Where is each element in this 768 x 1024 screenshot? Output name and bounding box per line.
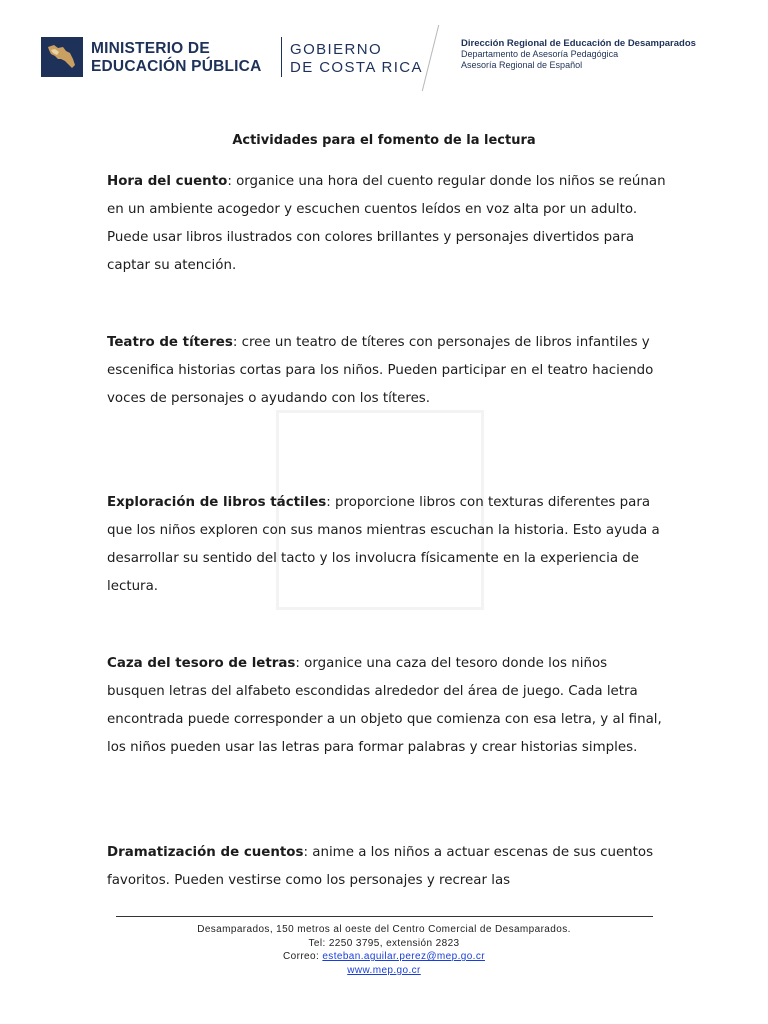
regional-office: [461, 38, 696, 71]
ministry-line-2: EDUCACIÓN PÚBLICA: [91, 58, 262, 75]
section-text: : organice una hora del cuento regular donde los niños se reúnan en un ambiente acogedor y escuchen cuentos leídos en voz alta por un adulto. Puede usar libros ilustrados con colores brillantes y personajes divertidos para captar su atención.: [107, 174, 666, 273]
section-text: : anime a los niños a actuar escenas de sus cuentos favoritos. Pueden vestirse como los personajes y recrear las: [107, 845, 654, 888]
document-title: Actividades para el fomento de la lectura: [232, 133, 536, 148]
government-name: [290, 41, 423, 77]
costa-rica-map-icon: [41, 37, 83, 77]
footer-phone: Tel: 2250 3795, extensión 2823: [308, 937, 460, 949]
paragraph-caza-del-tesoro: [107, 650, 667, 762]
section-text: : cree un teatro de títeres con personajes de libros infantiles y escenifica historias cortas para los niños. Pueden participar en el teatro haciendo voces de personajes o ayudando con los títeres.: [107, 335, 654, 406]
section-heading: Hora del cuento: [107, 174, 228, 189]
paragraph-dramatizacion: [107, 839, 667, 895]
section-text: : organice una caza del tesoro donde los niños busquen letras del alfabeto escondidas alrededor del área de juego. Cada letra encontrada puede corresponder a un objeto que comienza con esa letra, y al final, los niños pueden usar las letras para formar palabras y crear historias simples.: [107, 656, 662, 755]
office-line-2: Departamento de Asesoría Pedagógica: [461, 49, 619, 59]
ministry-name: [91, 40, 261, 76]
office-line-1: Dirección Regional de Educación de Desamparados: [461, 38, 696, 49]
footer: [0, 923, 768, 977]
footer-email-link[interactable]: esteban.aguilar.perez@mep.go.cr: [322, 951, 485, 962]
section-text: : proporcione libros con texturas diferentes para que los niños exploren con sus manos mientras escuchan la historia. Esto ayuda a desarrollar su sentido del tacto y los involucra físicamente en la experiencia de lectura.: [107, 495, 660, 594]
header-divider: [281, 37, 282, 77]
header-slash-divider: [422, 25, 439, 91]
office-line-3: Asesoría Regional de Español: [461, 60, 583, 70]
paragraph-libros-tactiles: [107, 489, 667, 601]
section-heading: Dramatización de cuentos: [107, 845, 304, 860]
footer-website-link[interactable]: www.mep.go.cr: [347, 964, 421, 976]
section-heading: Exploración de libros táctiles: [107, 495, 327, 510]
footer-address: Desamparados, 150 metros al oeste del Centro Comercial de Desamparados.: [197, 924, 571, 935]
section-heading: Teatro de títeres: [107, 335, 233, 350]
government-line-1: GOBIERNO: [290, 41, 383, 58]
footer-email-label: Correo:: [283, 951, 323, 962]
paragraph-hora-del-cuento: [107, 168, 667, 280]
paragraph-teatro-de-titeres: [107, 329, 667, 413]
section-heading: Caza del tesoro de letras: [107, 656, 296, 671]
government-line-2: DE COSTA RICA: [290, 59, 423, 76]
footer-divider: [116, 916, 653, 917]
footer-email-line: [0, 950, 768, 964]
ministry-line-1: MINISTERIO DE: [91, 40, 210, 57]
letterhead: [0, 0, 768, 100]
